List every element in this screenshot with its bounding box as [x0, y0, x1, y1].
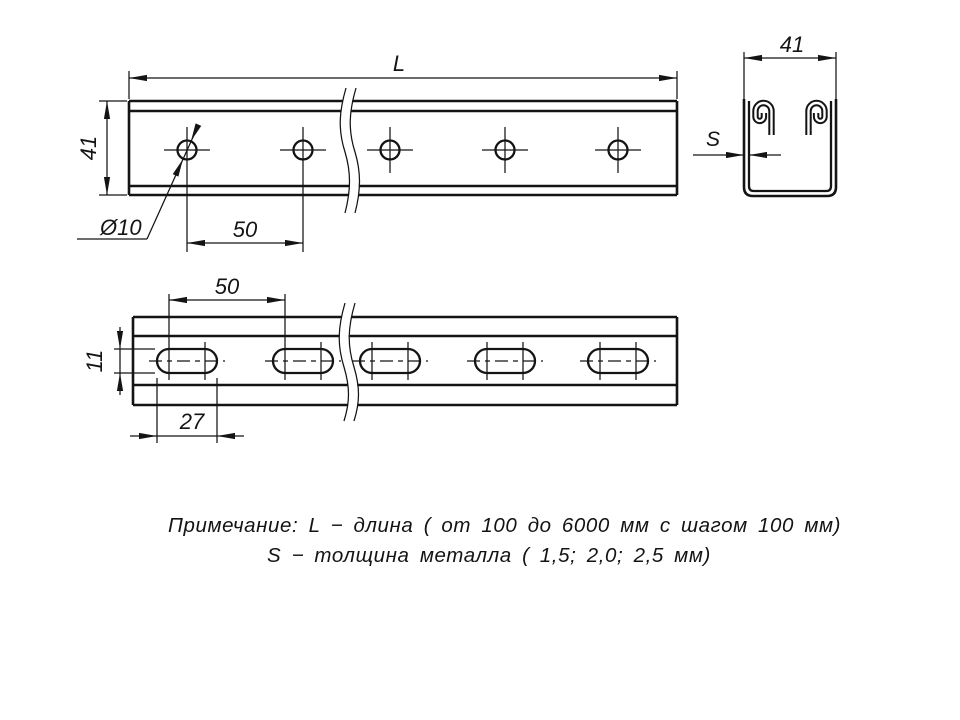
dim-side-slot-spacing — [169, 274, 285, 303]
note-line-2: S − толщина металла ( 1,5; 2,0; 2,5 мм) — [267, 544, 711, 567]
dim-section-width — [744, 32, 836, 61]
section-view — [693, 32, 836, 196]
dim-front-height — [76, 101, 127, 195]
dim-label-height: 41 — [76, 135, 101, 161]
dim-label-length: L — [392, 51, 406, 76]
dim-label-hole-spacing: 50 — [232, 217, 258, 242]
dim-label-slot-height: 11 — [82, 349, 107, 373]
dim-front-length — [129, 51, 677, 99]
dim-section-thickness — [693, 128, 781, 158]
front-view — [76, 51, 677, 252]
dim-label-section-thickness: S — [705, 128, 721, 151]
notes-block — [168, 514, 841, 567]
front-view-outline — [129, 101, 677, 195]
dim-front-hole-spacing — [187, 217, 303, 246]
dim-label-slot-spacing: 50 — [214, 274, 240, 299]
side-view — [82, 274, 677, 443]
section-profile — [744, 99, 836, 196]
dim-label-slot-length: 27 — [179, 409, 205, 434]
dim-label-hole-dia: Ø10 — [100, 215, 142, 240]
dim-label-section-width: 41 — [779, 32, 805, 57]
note-line-1: Примечание: L − длина ( от 100 до 6000 мм с шагом 100 мм) — [168, 514, 842, 537]
dim-side-slot-length — [130, 378, 244, 443]
